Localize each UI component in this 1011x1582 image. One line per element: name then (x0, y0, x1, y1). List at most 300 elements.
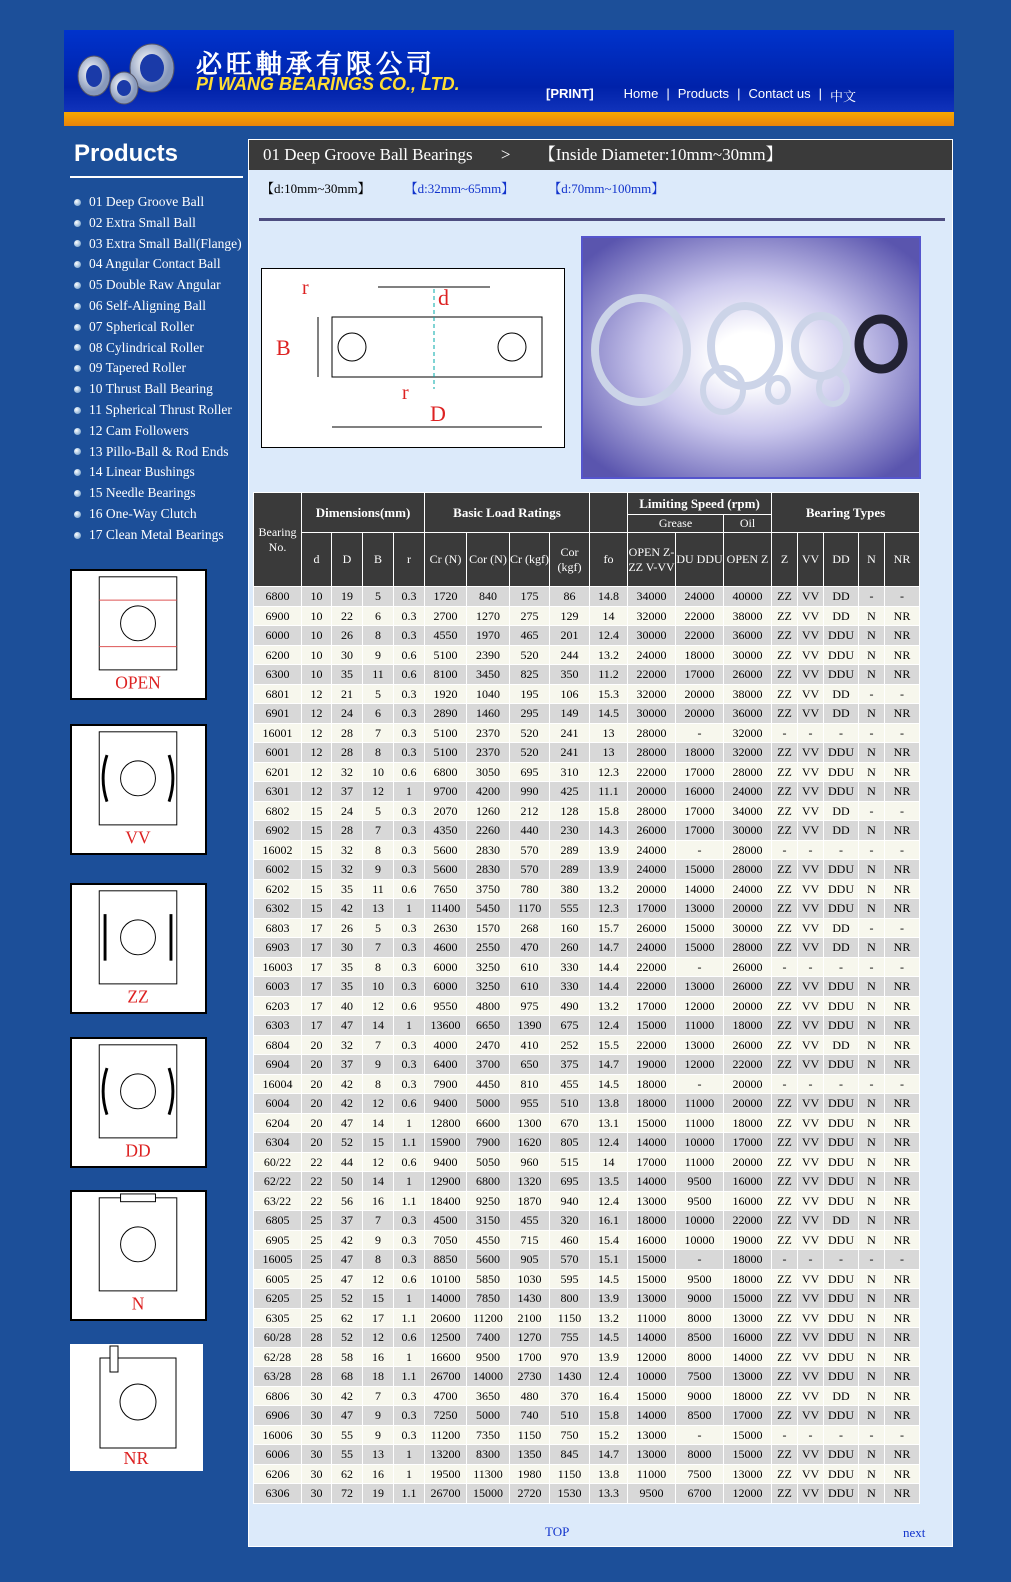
table-cell: 22000 (676, 606, 724, 626)
table-cell: 1150 (550, 1308, 590, 1328)
table-cell: 28000 (628, 743, 676, 763)
table-cell: 1 (394, 1464, 425, 1484)
sidebar-item-label: 01 Deep Groove Ball (89, 194, 205, 209)
table-cell: 14000 (425, 1289, 467, 1309)
table-cell: 26000 (628, 821, 676, 841)
table-cell: 14.4 (590, 957, 628, 977)
table-cell: 1620 (510, 1133, 550, 1153)
table-cell: 30 (332, 938, 363, 958)
table-cell: 1270 (467, 606, 510, 626)
table-cell: 15000 (676, 938, 724, 958)
table-cell: 17000 (628, 996, 676, 1016)
table-cell: ZZ (772, 977, 798, 997)
sidebar-item[interactable] (74, 442, 242, 463)
table-cell: NR (885, 1347, 920, 1367)
sidebar-item[interactable] (74, 192, 242, 213)
table-cell: 12000 (676, 1055, 724, 1075)
table-cell: - (824, 957, 859, 977)
table-cell: 595 (550, 1269, 590, 1289)
table-cell: 35 (332, 879, 363, 899)
bearing-number-cell: 6806 (254, 1386, 302, 1406)
table-cell: 24000 (724, 879, 772, 899)
table-cell: N (859, 879, 885, 899)
bearing-number-cell: 6801 (254, 684, 302, 704)
table-cell: 34000 (628, 587, 676, 607)
table-cell: 1 (394, 1113, 425, 1133)
table-cell: NR (885, 1035, 920, 1055)
table-cell: N (859, 1152, 885, 1172)
bearing-number-cell: 6301 (254, 782, 302, 802)
table-cell: ZZ (772, 606, 798, 626)
table-cell: 30 (302, 1386, 332, 1406)
table-cell: 42 (332, 899, 363, 919)
table-cell: DDU (824, 1269, 859, 1289)
table-cell: - (676, 840, 724, 860)
bullet-icon (74, 490, 81, 497)
table-cell: 9 (363, 1425, 394, 1445)
table-cell: 15.1 (590, 1250, 628, 1270)
sidebar-item-label: 11 Spherical Thrust Roller (89, 401, 232, 417)
table-cell: 16.4 (590, 1386, 628, 1406)
table-cell: ZZ (772, 860, 798, 880)
column-header: Cor (kgf) (550, 533, 590, 587)
table-cell: 12.4 (590, 1133, 628, 1153)
tab-d10-30[interactable]: 【d:10mm~30mm】 (261, 181, 371, 196)
table-cell: 17 (302, 1016, 332, 1036)
table-cell: 47 (332, 1269, 363, 1289)
table-cell: - (676, 1074, 724, 1094)
table-cell: 15 (302, 801, 332, 821)
table-cell: 0.6 (394, 762, 425, 782)
table-cell: DDU (824, 1445, 859, 1465)
table-cell: 28 (332, 821, 363, 841)
table-cell: 18000 (628, 1094, 676, 1114)
table-row (254, 1406, 920, 1426)
table-cell: N (859, 1386, 885, 1406)
sidebar-item-label: 16 One-Way Clutch (89, 505, 197, 521)
table-cell: - (824, 723, 859, 743)
diameter-range-title: 【Inside Diameter:10mm~30mm】 (538, 145, 783, 164)
table-cell: NR (885, 782, 920, 802)
table-cell: 13000 (628, 1289, 676, 1309)
table-cell: ZZ (772, 1386, 798, 1406)
table-cell: 955 (510, 1094, 550, 1114)
table-cell: 30000 (628, 626, 676, 646)
table-cell: 15.2 (590, 1425, 628, 1445)
column-header: DD (824, 533, 859, 587)
table-cell: 13.2 (590, 996, 628, 1016)
table-cell: 8 (363, 743, 394, 763)
table-cell: N (859, 1445, 885, 1465)
sidebar-item-label: 12 Cam Followers (89, 422, 189, 438)
table-cell: 14000 (676, 879, 724, 899)
table-cell: 3150 (467, 1211, 510, 1231)
table-cell: 1430 (510, 1289, 550, 1309)
table-cell: 13000 (676, 899, 724, 919)
table-cell: 13 (363, 1445, 394, 1465)
table-cell: 9000 (676, 1386, 724, 1406)
table-cell: N (859, 1289, 885, 1309)
table-cell: 375 (550, 1055, 590, 1075)
table-cell: 38000 (724, 606, 772, 626)
table-cell: - (798, 1250, 824, 1270)
table-cell: VV (798, 1191, 824, 1211)
table-cell: NR (885, 1308, 920, 1328)
table-cell: 24000 (628, 938, 676, 958)
table-cell: 14.5 (590, 704, 628, 724)
table-cell: N (859, 996, 885, 1016)
table-cell: 17 (302, 938, 332, 958)
bearing-number-cell: 6805 (254, 1211, 302, 1231)
diameter-tabs (261, 178, 664, 197)
table-cell: - (798, 957, 824, 977)
sidebar-item[interactable] (74, 275, 242, 296)
table-cell: 4350 (425, 821, 467, 841)
table-cell: 480 (510, 1386, 550, 1406)
table-cell: 14000 (724, 1347, 772, 1367)
table-cell: 0.6 (394, 1094, 425, 1114)
table-cell: 11400 (425, 899, 467, 919)
table-cell: 15900 (425, 1133, 467, 1153)
bearing-number-cell: 6302 (254, 899, 302, 919)
header-divider (64, 112, 954, 126)
table-cell: 15.4 (590, 1230, 628, 1250)
table-row (254, 1172, 920, 1192)
table-cell: 30000 (724, 645, 772, 665)
table-cell: DDU (824, 1094, 859, 1114)
table-cell: DDU (824, 899, 859, 919)
sidebar-item[interactable] (74, 421, 242, 442)
sidebar-item[interactable] (74, 338, 242, 359)
table-cell: 14 (363, 1016, 394, 1036)
sidebar-item[interactable] (74, 254, 242, 275)
table-cell: 28000 (628, 801, 676, 821)
diagram-zz[interactable] (70, 883, 207, 1014)
table-cell: 55 (332, 1445, 363, 1465)
table-cell: 4800 (467, 996, 510, 1016)
table-cell: 7 (363, 1386, 394, 1406)
table-cell: 520 (510, 645, 550, 665)
table-cell: 1150 (510, 1425, 550, 1445)
next-link[interactable]: next (903, 1525, 926, 1540)
table-cell: 5600 (467, 1250, 510, 1270)
table-cell: DD (824, 918, 859, 938)
table-cell: N (859, 860, 885, 880)
table-cell: 20000 (724, 1094, 772, 1114)
table-cell: 17 (302, 977, 332, 997)
table-cell: N (859, 1347, 885, 1367)
sidebar-item[interactable] (74, 358, 242, 379)
diagram-dd[interactable] (70, 1037, 207, 1168)
sidebar-item[interactable] (74, 379, 242, 400)
table-cell: 320 (550, 1211, 590, 1231)
table-cell: 13000 (676, 1035, 724, 1055)
diagram-label: OPEN (115, 672, 161, 693)
table-cell: 12000 (628, 1347, 676, 1367)
table-cell: VV (798, 587, 824, 607)
nav-chinese-link[interactable]: 中文 (830, 89, 857, 104)
table-cell: 13.9 (590, 1289, 628, 1309)
table-cell: 1700 (510, 1347, 550, 1367)
table-cell: 12 (302, 743, 332, 763)
table-cell: - (798, 1425, 824, 1445)
table-cell: 15000 (628, 1113, 676, 1133)
table-cell: 800 (550, 1289, 590, 1309)
table-cell: 1 (394, 1016, 425, 1036)
table-cell: ZZ (772, 1035, 798, 1055)
table-cell: 9500 (676, 1269, 724, 1289)
table-cell: 905 (510, 1250, 550, 1270)
table-cell: NR (885, 879, 920, 899)
table-cell: 1 (394, 782, 425, 802)
column-header: N (859, 533, 885, 587)
table-row (254, 1425, 920, 1445)
table-cell: 62 (332, 1464, 363, 1484)
bearing-dimension-drawing (261, 268, 565, 448)
column-header: OPEN Z (724, 533, 772, 587)
table-cell: NR (885, 743, 920, 763)
table-cell: 7 (363, 1211, 394, 1231)
table-cell: 4550 (425, 626, 467, 646)
subgroup-oil: Oil (724, 515, 772, 533)
bearing-number-cell: 60/28 (254, 1328, 302, 1348)
table-cell: 36000 (724, 626, 772, 646)
print-link[interactable]: [PRINT] (546, 86, 594, 101)
diagram-n[interactable] (70, 1190, 207, 1321)
diagram-label: ZZ (127, 986, 149, 1007)
table-row (254, 1133, 920, 1153)
table-cell: 13.9 (590, 840, 628, 860)
table-cell: ZZ (772, 1367, 798, 1387)
table-cell: N (859, 1406, 885, 1426)
breadcrumb-arrow: > (500, 145, 511, 164)
table-cell: 9 (363, 860, 394, 880)
sidebar-item-label: 02 Extra Small Ball (89, 214, 196, 230)
table-cell: 0.6 (394, 1269, 425, 1289)
product-category-list (74, 192, 242, 546)
table-cell: 13.1 (590, 1113, 628, 1133)
table-cell: 22 (302, 1152, 332, 1172)
table-cell: DD (824, 1386, 859, 1406)
diagram-vv[interactable] (70, 724, 207, 855)
table-cell: 18000 (628, 1211, 676, 1231)
table-cell: 7250 (425, 1406, 467, 1426)
table-cell: 5850 (467, 1269, 510, 1289)
table-cell: - (824, 1425, 859, 1445)
table-cell: 15000 (628, 1250, 676, 1270)
diagram-label: VV (125, 827, 151, 848)
table-cell: 17000 (676, 821, 724, 841)
sidebar-item[interactable] (74, 234, 242, 255)
table-cell: 8850 (425, 1250, 467, 1270)
table-cell: 13000 (628, 1425, 676, 1445)
table-cell: 2070 (425, 801, 467, 821)
table-cell: 25 (302, 1289, 332, 1309)
bullet-icon (74, 386, 81, 393)
table-cell: 0.3 (394, 704, 425, 724)
table-cell: 20 (302, 1035, 332, 1055)
table-cell: 1.1 (394, 1484, 425, 1504)
table-cell: 47 (332, 1250, 363, 1270)
table-cell: 0.3 (394, 1250, 425, 1270)
table-cell: 0.6 (394, 665, 425, 685)
table-cell: 5 (363, 587, 394, 607)
table-cell: 149 (550, 704, 590, 724)
table-cell: 25 (302, 1211, 332, 1231)
table-cell: 5600 (425, 860, 467, 880)
table-cell: 32 (332, 762, 363, 782)
table-cell: 1720 (425, 587, 467, 607)
table-cell: 1.1 (394, 1191, 425, 1211)
table-cell: 52 (332, 1289, 363, 1309)
bearing-number-cell: 6004 (254, 1094, 302, 1114)
table-cell: 30 (302, 1406, 332, 1426)
nav-products-link[interactable]: Products (677, 86, 730, 101)
table-row (254, 860, 920, 880)
table-cell: 610 (510, 957, 550, 977)
table-cell: 14000 (467, 1367, 510, 1387)
bearing-number-cell: 6002 (254, 860, 302, 880)
table-cell: NR (885, 821, 920, 841)
sidebar-item[interactable] (74, 400, 242, 421)
table-cell: 2890 (425, 704, 467, 724)
diagram-label: NR (123, 1448, 149, 1468)
table-cell: 1 (394, 899, 425, 919)
table-cell: 22 (302, 1172, 332, 1192)
table-cell: ZZ (772, 684, 798, 704)
table-cell: 47 (332, 1016, 363, 1036)
table-cell: 810 (510, 1074, 550, 1094)
table-cell: 310 (550, 762, 590, 782)
table-cell: ZZ (772, 1406, 798, 1426)
table-cell: 22000 (724, 1055, 772, 1075)
table-cell: 990 (510, 782, 550, 802)
table-cell: 62 (332, 1308, 363, 1328)
table-cell: 12.4 (590, 1191, 628, 1211)
table-cell: ZZ (772, 1211, 798, 1231)
table-cell: 19000 (628, 1055, 676, 1075)
sidebar-item-label: 14 Linear Bushings (89, 464, 195, 480)
table-cell: 16000 (676, 782, 724, 802)
table-cell: 22000 (628, 977, 676, 997)
table-cell: 6600 (467, 1113, 510, 1133)
table-cell: NR (885, 665, 920, 685)
table-cell: 1260 (467, 801, 510, 821)
table-row (254, 1211, 920, 1231)
sidebar-item[interactable] (74, 462, 242, 483)
table-cell: ZZ (772, 1230, 798, 1250)
table-cell: N (859, 1484, 885, 1504)
table-cell: 12.4 (590, 626, 628, 646)
table-cell: 22000 (724, 1211, 772, 1231)
sidebar-item[interactable] (74, 483, 242, 504)
table-cell: 22 (302, 1191, 332, 1211)
table-cell: 13 (363, 899, 394, 919)
sidebar-item[interactable] (74, 213, 242, 234)
table-cell: 22000 (628, 665, 676, 685)
table-cell: 289 (550, 860, 590, 880)
table-cell: 0.3 (394, 860, 425, 880)
table-cell: VV (798, 879, 824, 899)
table-cell: N (859, 1367, 885, 1387)
table-row (254, 684, 920, 704)
top-link[interactable]: TOP (545, 1524, 570, 1539)
bearing-number-cell: 6802 (254, 801, 302, 821)
table-row (254, 606, 920, 626)
table-cell: 20000 (724, 1074, 772, 1094)
table-cell: 35 (332, 957, 363, 977)
nav-home-link[interactable]: Home (623, 86, 659, 101)
table-cell: N (859, 704, 885, 724)
table-cell: 3700 (467, 1055, 510, 1075)
table-cell: 22000 (676, 626, 724, 646)
table-cell: 13.2 (590, 645, 628, 665)
table-cell: 15 (302, 840, 332, 860)
tab-d70-100[interactable]: 【d:70mm~100mm】 (548, 181, 665, 196)
table-cell: - (676, 1250, 724, 1270)
table-cell: NR (885, 1094, 920, 1114)
table-cell: NR (885, 645, 920, 665)
sidebar-item[interactable] (74, 296, 242, 317)
table-cell: 0.6 (394, 996, 425, 1016)
table-cell: - (676, 723, 724, 743)
table-cell: 0.3 (394, 1406, 425, 1426)
table-cell: 14.7 (590, 1445, 628, 1465)
sidebar-item[interactable] (74, 317, 242, 338)
group-fo-blank (590, 493, 628, 533)
table-cell: 7500 (676, 1367, 724, 1387)
table-row (254, 587, 920, 607)
table-cell: 12.3 (590, 762, 628, 782)
table-row (254, 1289, 920, 1309)
table-cell: N (859, 1269, 885, 1289)
tab-d32-65[interactable]: 【d:32mm~65mm】 (404, 181, 515, 196)
table-row (254, 957, 920, 977)
table-cell: ZZ (772, 1172, 798, 1192)
table-cell: DD (824, 801, 859, 821)
bearing-number-cell: 6300 (254, 665, 302, 685)
table-cell: 0.3 (394, 977, 425, 997)
bearing-number-cell: 6902 (254, 821, 302, 841)
table-cell: 675 (550, 1016, 590, 1036)
table-cell: 16000 (724, 1191, 772, 1211)
table-cell: ZZ (772, 801, 798, 821)
bearings-logo-icon[interactable] (72, 38, 182, 106)
table-cell: 5000 (467, 1094, 510, 1114)
sidebar-item[interactable] (74, 504, 242, 525)
nav-contact-link[interactable]: Contact us (748, 86, 811, 101)
table-cell: 2830 (467, 860, 510, 880)
sidebar-item[interactable] (74, 525, 242, 546)
bearing-number-cell: 6201 (254, 762, 302, 782)
table-cell: 10 (363, 977, 394, 997)
table-cell: 30 (302, 1445, 332, 1465)
table-cell: 26000 (724, 957, 772, 977)
table-row (254, 1094, 920, 1114)
table-cell: 15000 (676, 918, 724, 938)
table-cell: VV (798, 1289, 824, 1309)
table-cell: 28000 (724, 938, 772, 958)
table-cell: 15000 (467, 1484, 510, 1504)
table-cell: 42 (332, 1094, 363, 1114)
diagram-open[interactable] (70, 569, 207, 700)
table-cell: 9500 (676, 1191, 724, 1211)
table-row (254, 1484, 920, 1504)
diagram-nr[interactable] (70, 1344, 203, 1471)
table-cell: 13 (590, 743, 628, 763)
table-cell: ZZ (772, 1152, 798, 1172)
table-cell: ZZ (772, 1269, 798, 1289)
